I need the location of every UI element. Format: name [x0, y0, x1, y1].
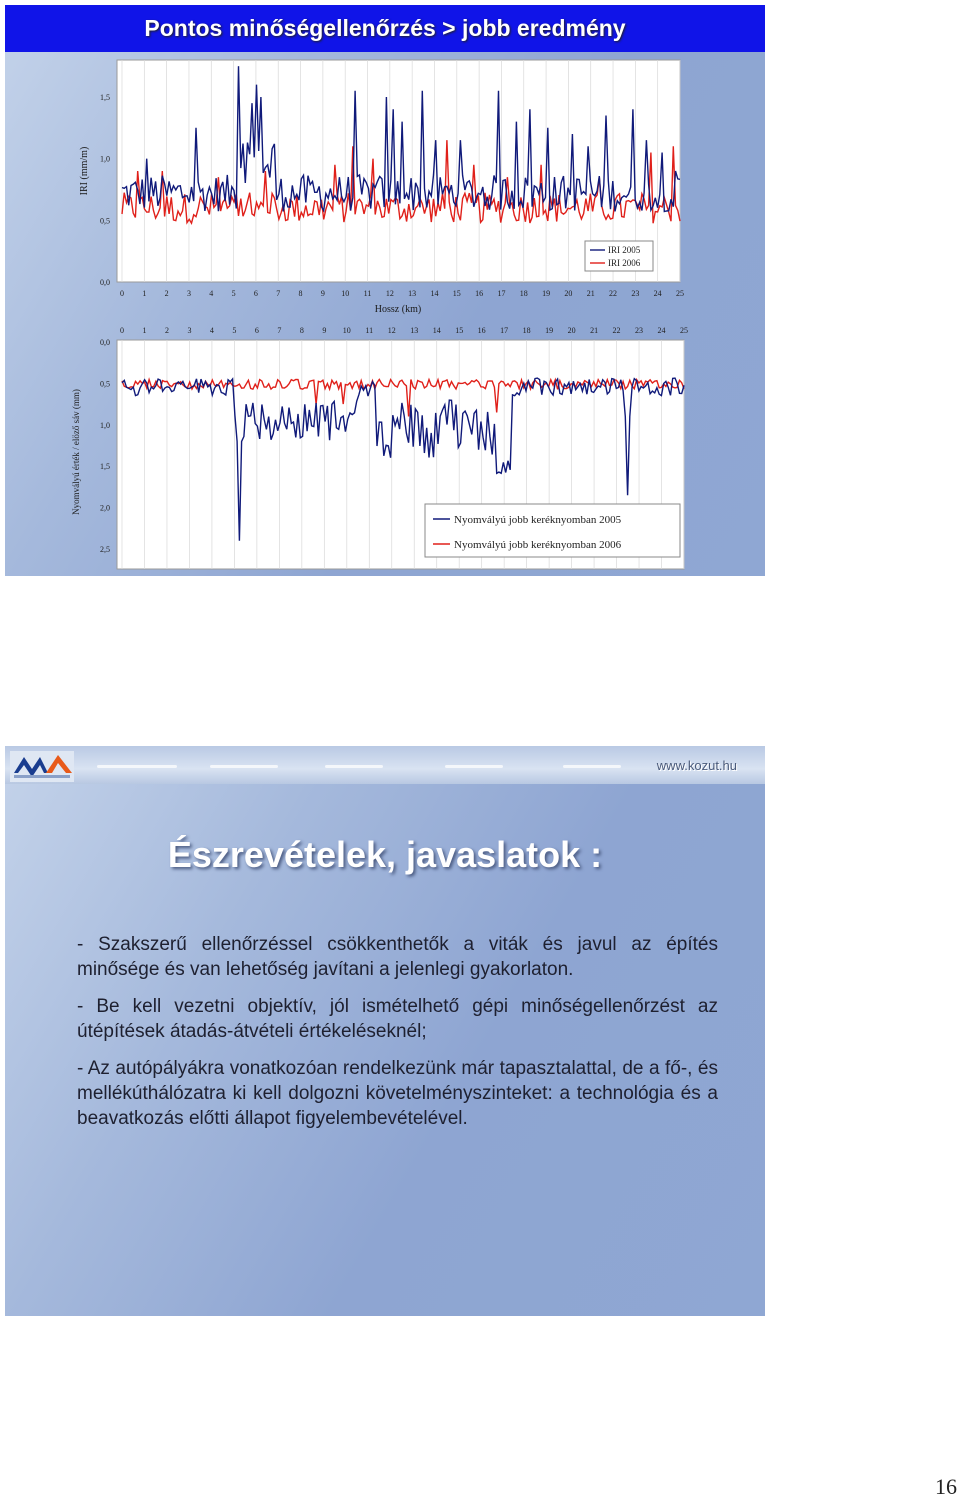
iri-x-tick-label: 25 [676, 289, 684, 298]
website-label: www.kozut.hu [656, 758, 737, 773]
legend-label-rut-2005: Nyomvályú jobb keréknyomban 2005 [454, 514, 622, 526]
bullet-item: - Szakszerű ellenőrzéssel csökkenthetők a viták és javul az építés minősége és van lehetőség javítani a jelenlegi gyakorlaton. [77, 934, 718, 980]
rut-x-tick-label: 8 [299, 326, 304, 335]
slide-1-title: Pontos minőségellenőrzés > jobb eredmény [5, 5, 765, 52]
rut-y-tick-label: 1,5 [100, 462, 110, 472]
iri-x-tick-label: 6 [253, 289, 258, 298]
iri-x-tick-label: 0 [120, 289, 124, 298]
iri-x-tick-label: 11 [363, 289, 372, 298]
iri-x-tick-label: 19 [542, 289, 551, 298]
rut-x-tick-label: 0 [120, 326, 124, 335]
iri-x-tick-label: 24 [653, 289, 662, 298]
rut-x-tick-label: 14 [432, 326, 441, 335]
iri-y-tick-label: 0,0 [100, 278, 110, 287]
rut-x-tick-label: 16 [477, 326, 486, 335]
rut-x-tick-label: 19 [545, 326, 554, 335]
rut-x-tick-label: 7 [277, 326, 282, 335]
slide-2-title: Észrevételek, javaslatok : [167, 834, 603, 875]
header-dash [563, 765, 621, 768]
iri-x-tick-label: 4 [209, 289, 214, 298]
iri-x-axis-label: Hossz (km) [374, 304, 422, 315]
rut-y-tick-label: 2,0 [100, 503, 110, 513]
rut-x-tick-label: 1 [142, 326, 147, 335]
slide-1 [5, 5, 765, 576]
iri-x-tick-label: 1 [142, 289, 147, 298]
rut-x-tick-label: 18 [522, 326, 531, 335]
header-dash [210, 765, 278, 768]
iri-x-tick-label: 14 [430, 289, 439, 298]
bullet-list [77, 932, 718, 1143]
rut-x-tick-label: 9 [322, 326, 327, 335]
iri-x-tick-label: 3 [186, 289, 191, 298]
legend-label-iri-2005: IRI 2005 [608, 245, 641, 255]
rut-y-axis-label: Nyomvályú érték / elöző sáv (mm) [71, 389, 81, 515]
rut-x-tick-label: 25 [680, 326, 688, 335]
iri-x-tick-label: 12 [385, 289, 394, 298]
rut-y-tick-label: 0,0 [100, 338, 110, 347]
iri-x-tick-label: 20 [564, 289, 573, 298]
iri-x-tick-label: 17 [497, 289, 506, 298]
rut-x-tick-label: 10 [342, 326, 351, 335]
rut-y-tick-labels [100, 338, 110, 554]
charts-svg [5, 52, 765, 576]
iri-x-tick-label: 18 [519, 289, 528, 298]
page-number: 16 [935, 1474, 957, 1499]
iri-y-tick-labels [100, 93, 110, 287]
iri-x-tick-label: 10 [341, 289, 350, 298]
rut-y-tick-label: 2,5 [100, 545, 110, 554]
rut-x-tick-label: 20 [567, 326, 576, 335]
iri-y-tick-label: 1,5 [100, 93, 110, 102]
iri-x-tick-label: 22 [609, 289, 618, 298]
header-dash [445, 765, 503, 768]
rut-x-tick-label: 4 [209, 326, 214, 335]
iri-x-tick-label: 9 [320, 289, 325, 298]
header-dash [97, 765, 177, 768]
rut-x-tick-label: 5 [232, 326, 237, 335]
rut-x-tick-label: 13 [410, 326, 419, 335]
iri-x-tick-label: 13 [408, 289, 417, 298]
rut-x-tick-label: 17 [500, 326, 509, 335]
iri-x-tick-label: 7 [276, 289, 281, 298]
rut-x-tick-label: 21 [590, 326, 599, 335]
rut-y-tick-label: 1,0 [100, 420, 110, 430]
rut-x-tick-label: 22 [612, 326, 621, 335]
slide-2 [5, 746, 765, 1316]
bullet-item: - Be kell vezetni objektív, jól ismételhető gépi minőségellenőrzést az útépítések átadás-átvételi értékeléseknél; [77, 996, 718, 1042]
iri-y-tick-label: 0,5 [100, 216, 110, 226]
rut-x-tick-label: 12 [387, 326, 396, 335]
rut-x-tick-label: 15 [455, 326, 464, 335]
rut-y-tick-label: 0,5 [100, 379, 110, 389]
bullet-item: - Az autópályákra vonatkozóan rendelkezünk már tapasztalattal, de a fő-, és mellékúthálózatra ki kell dolgozni követelményszinteket: a technológia és a beavatkozás előtti állapot figyelembevételével. [77, 1058, 718, 1129]
iri-x-tick-label: 23 [631, 289, 640, 298]
kozut-logo-icon [10, 751, 74, 782]
legend-label-rut-2006: Nyomvályú jobb keréknyomban 2006 [454, 539, 622, 551]
rut-x-tick-label: 24 [657, 326, 666, 335]
iri-x-tick-label: 5 [231, 289, 236, 298]
rut-x-tick-label: 2 [164, 326, 169, 335]
header-strip [5, 746, 765, 784]
legend-label-iri-2006: IRI 2006 [608, 258, 641, 268]
iri-x-tick-label: 8 [298, 289, 303, 298]
iri-x-tick-label: 15 [452, 289, 461, 298]
iri-x-tick-label: 2 [164, 289, 169, 298]
iri-y-axis-label: IRI (mm/m) [79, 146, 90, 196]
header-dash [325, 765, 383, 768]
iri-y-tick-label: 1,0 [100, 154, 110, 164]
rut-x-tick-label: 23 [635, 326, 644, 335]
iri-x-tick-labels [120, 289, 684, 298]
rut-x-tick-label: 3 [187, 326, 192, 335]
rut-x-tick-label: 11 [365, 326, 374, 335]
iri-x-tick-label: 21 [586, 289, 595, 298]
rut-x-tick-labels [120, 326, 688, 335]
iri-x-tick-label: 16 [475, 289, 484, 298]
rut-x-tick-label: 6 [254, 326, 259, 335]
